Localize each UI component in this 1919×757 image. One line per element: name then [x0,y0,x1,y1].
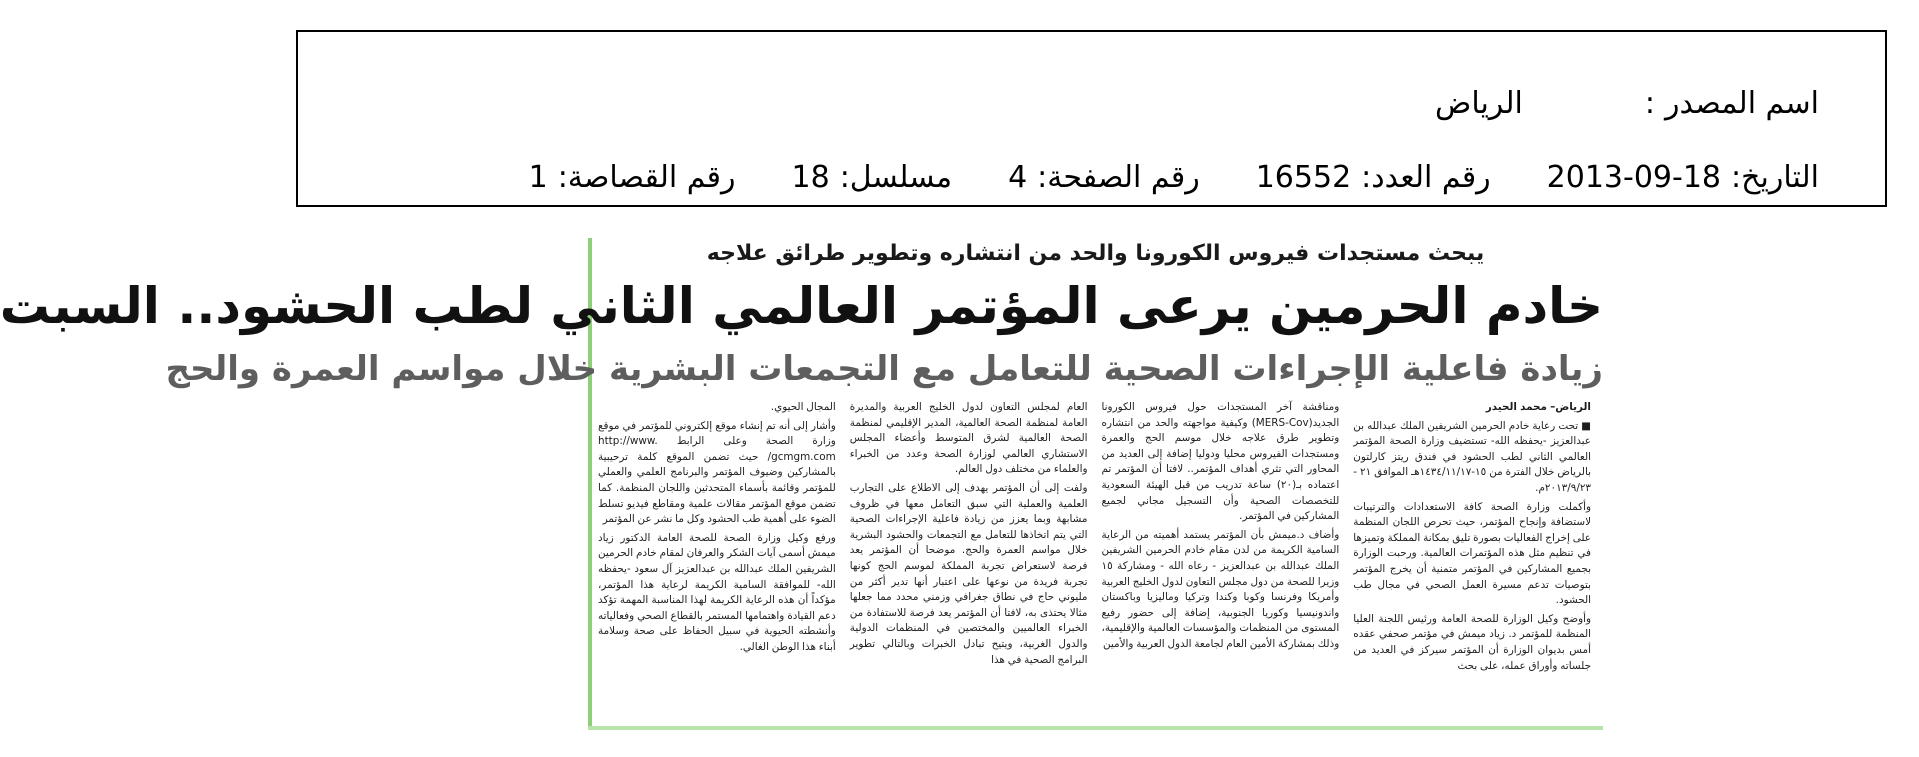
article-column-1 [1353,400,1591,720]
article-paragraph: وأوضح وكيل الوزارة للصحة العامة ورئيس اللجنة العليا المنظمة للمؤتمر د. زياد ميمش في مؤتمر صحفي عقده أمس بديوان الوزارة أن المؤتمر سيركز في العديد من جلساته وأوراق عمله، على بحث [1353,612,1591,672]
article-column-4 [598,400,836,720]
article-subheadline: زيادة فاعلية الإجراءات الصحية للتعامل مع التجمعات البشرية خلال مواسم العمرة والحج [165,349,1603,389]
article-paragraph: ورفع وكيل وزارة الصحة للصحة العامة الدكتور زياد ميمش أسمى آيات الشكر والعرفان لمقام خادم الحرمين الشريفين الملك عبدالله بن عبدالعزيز آل سعود -يحفظه الله- للموافقة السامية الكريمة لرعاية هذا المؤتمر، مؤكداً أن هذه الرعاية الكريمة لهذا المناسبة المهمة تؤكد دعم القيادة واهتمامها المستمر بالقطاع الصحي وفعالياته وأنشطته الحيوية في سبيل الحفاظ على صحة وسلامة أبناء هذا الوطن الغالي. [598,531,836,653]
clip-number-field [529,160,736,196]
article-paragraph: وأكملت وزارة الصحة كافة الاستعدادات والترتيبات لاستضافة وإنجاح المؤتمر، حيث تحرص اللجان المنظمة على إخراج الفعاليات بصورة تليق بمكانة المملكة وتميزها في تنظيم مثل هذه المؤتمرات العالمية. ورحبت الوزارة بجميع المشاركين في المؤتمر متمنية أن يخرج المؤتمر بتوصيات تدعم مسيرة العمل الصحي في مجال طب الحشود. [1353,500,1591,607]
article-paragraph: ولفت إلى أن المؤتمر يهدف إلى الاطلاع على التجارب العلمية والعملية التي سبق التعامل معها في ظروف مشابهة وبما يعزز من زيادة فاعلية الإجراءات الصحية التي يتم اتخاذها للتعامل مع التجمعات والحشود البشرية خلال مواسم العمرة والحج. موضحا أن المؤتمر يعد فرصة لاستعراض تجربة المملكة لموسم الحج كونها تجربة فريدة من نوعها على اعتبار أنها تدير أكثر من مليوني حاج في نطاق جغرافي وزمني محدد مما جعلها مثالا يحتذى به، لافتا أن المؤتمر يعد فرصة للاستفادة من الخبراء العالميين والمختصين في المنظمات الدولية والدول الغربية، ويتيح تبادل الخبرات وبالتالي تطوير البرامج الصحية في هذا [849,481,1088,666]
clip-number-label: رقم القصاصة: [557,160,736,195]
clip-number-value: 1 [528,160,548,195]
details-row [529,160,1819,196]
article-paragraph: ومناقشة آخر المستجدات حول فيروس الكورونا الجديد(MERS-Cov) وكيفية مواجهته والحد من انتشاره وتطوير طرق علاجه خلال موسم الحج والعمرة ومستجدات الفيروس محليا ودوليا إضافة إلى العديد من المحاور التي تثري أهداف المؤتمر.. لافتا أن المؤتمر تم اعتماده بـ(٢٠) ساعة تدريب من قبل الهيئة السعودية للتخصصات الصحية وأن التسجيل مجاني لجميع المشاركين في المؤتمر. [1101,401,1340,523]
newspaper-clipping [0,238,1603,730]
page-field [1008,160,1200,196]
serial-field [792,160,953,196]
article-body [598,400,1591,720]
source-label: اسم المصدر [1664,86,1819,121]
clipping-metadata-box [296,30,1887,207]
article-paragraph: المجال الحيوي. [770,401,836,413]
article-byline: الرياض– محمد الحيدر [1485,401,1591,413]
article-headline: خادم الحرمين يرعى المؤتمر العالمي الثاني لطب الحشود.. السبت [0,277,1603,335]
article-paragraph: وأشار إلى أنه تم إنشاء موقع إلكتروني للمؤتمر في موقع وزارة الصحة وعلى الرابط http://www. gcmgm.com/ حيث تضمن الموقع كلمة ترحيبية بالمشاركين وضيوف المؤتمر والبرنامج العلمي والعملي للمؤتمر وقائمة بأسماء المتحدثين واللجان المنظمة. كما تضمن موقع المؤتمر مقالات علمية ومقاطع فيديو تسلط الضوء على أهمية طب الحشود وكل ما نشر عن المؤتمر [598,419,836,526]
article-kicker: يبحث مستجدات فيروس الكورونا والحد من انتشاره وتطوير طرائق علاجه [706,241,1485,266]
issue-value: 16552 [1255,160,1352,195]
date-label: التاريخ: [1731,160,1819,195]
source-value: الرياض [1435,86,1523,121]
page-label: رقم الصفحة: [1037,160,1200,195]
issue-field [1256,160,1491,196]
issue-label: رقم العدد: [1361,160,1491,195]
article-paragraph: ■ تحت رعاية خادم الحرمين الشريفين الملك عبدالله بن عبدالعزيز -يحفظه الله- تستضيف وزارة الصحة المؤتمر العالمي الثاني لطب الحشود في فندق ريتز كارلتون بالرياض خلال الفترة من ١٥-١٤٣٤/١١/١٧هـ الموافق ٢١ - ٢٠١٣/٩/٢٣م. [1353,419,1592,494]
page-value: 4 [1008,160,1028,195]
date-value: 2013-09-18 [1546,160,1722,195]
article-column-3 [850,400,1088,720]
article-paragraph: العام لمجلس التعاون لدول الخليج العربية والمديرة العامة لمنظمة الصحة العالمية، المدير الإقليمي لمنظمة الصحة العالمية لشرق المتوسط وأعضاء المجلس الاستشاري العالمي لوزارة الصحة وعدد من الخبراء والعلماء من مختلف دول العالم. [849,401,1088,476]
date-field [1547,160,1819,196]
serial-label: مسلسل: [839,160,953,195]
article-column-2 [1102,400,1340,720]
serial-value: 18 [791,160,830,195]
source-colon: : [1644,86,1655,121]
source-row [1435,86,1819,122]
article-paragraph: وأضاف د.ميمش بأن المؤتمر يستمد أهميته من الرعاية السامية الكريمة من لدن مقام خادم الحرمين الشريفين الملك عبدالله بن عبدالعزيز - رعاه الله - ومشاركة ١٥ وزيرا للصحة من دول مجلس التعاون لدول الخليج العربية وأمريكا وفرنسا وكوبا وكندا وتركيا وماليزيا وباكستان واندونيسيا وكوريا الجنوبية، إضافة إلى حضور رفيع المستوى من المنظمات والمؤسسات العالمية والإقليمية، وذلك بمشاركة الأمين العام لجامعة الدول العربية والأمين [1101,528,1340,650]
clipping-frame-bottom [588,726,1603,730]
